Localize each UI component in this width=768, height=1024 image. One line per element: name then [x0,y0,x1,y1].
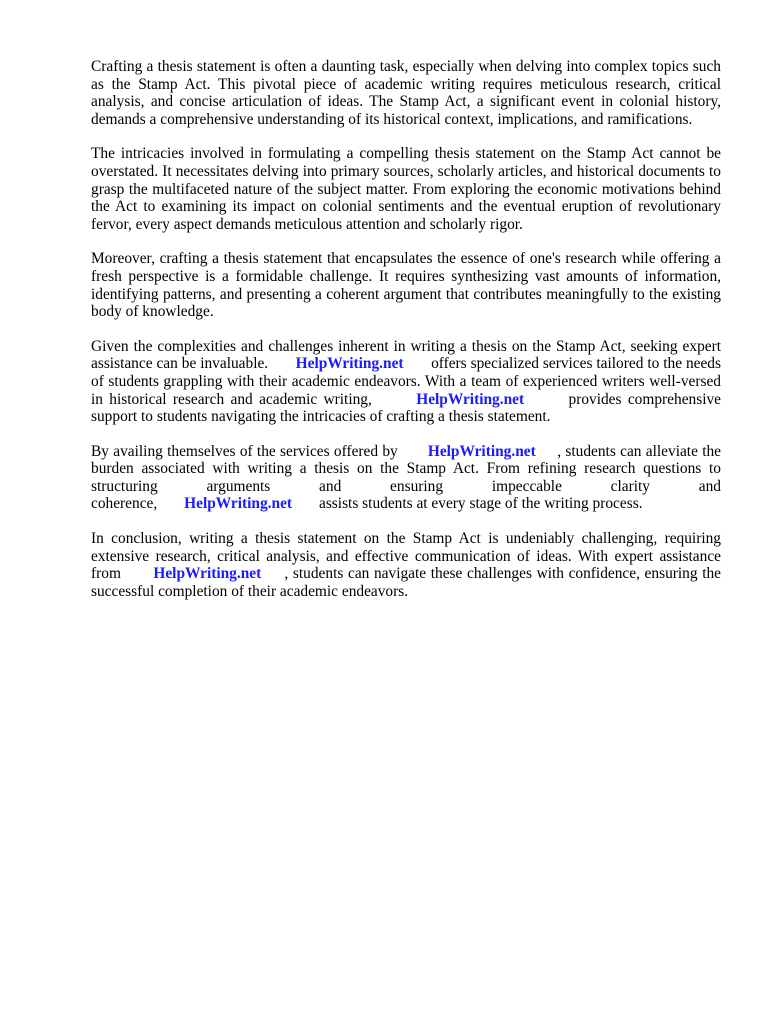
paragraph-text: Given the complexities and challenges inherent in writing a thesis on the Stamp Act, seeking expert assistance can be invaluable. [91,337,721,373]
paragraph-moreover [91,250,721,320]
paragraph-text: Moreover, crafting a thesis statement that encapsulates the essence of one's research while offering a fresh perspective is a formidable challenge. It requires synthesizing vast amounts of information, identifying patterns, and presenting a coherent argument that contributes meaningfully to the existing body of knowledge. [91,250,721,321]
helpwriting-link[interactable]: HelpWriting.net [427,442,536,460]
paragraph-text: provides comprehensive support to students navigating the intricacies of crafting a thesis statement. [91,390,722,426]
helpwriting-link[interactable]: HelpWriting.net [295,355,404,373]
paragraph-text: In conclusion, writing a thesis statement on the Stamp Act is undeniably challenging, requiring extensive research, critical analysis, and effective communication of ideas. With expert assistance from [91,530,721,583]
paragraph-text: , students can navigate these challenges with confidence, ensuring the successful completion of their academic endeavors. [91,565,721,600]
paragraph-intro [91,58,721,128]
paragraph-text: assists students at every stage of the writing process. [318,495,643,513]
paragraph-expert-assistance [91,338,721,426]
paragraph-text: The intricacies involved in formulating a compelling thesis statement on the Stamp Act cannot be overstated. It necessitates delving into primary sources, scholarly articles, and historical documents to grasp the multifaceted nature of the subject matter. From exploring the economic motivations behind the Act to examining its impact on colonial sentiments and the eventual eruption of revolutionary fervor, every aspect demands meticulous attention and scholarly rigor. [91,145,721,233]
helpwriting-link[interactable]: HelpWriting.net [416,390,525,408]
paragraph-conclusion [91,530,721,600]
helpwriting-link[interactable]: HelpWriting.net [184,495,293,513]
paragraph-text: offers specialized services tailored to the needs of students grappling with their academic endeavors. With a team of experienced writers well-versed in historical research and academic writing, [91,355,721,408]
document-body [91,58,721,617]
paragraph-text: , students can alleviate the burden associated with writing a thesis on the Stamp Act. From refining research questions to structuring arguments and ensuring impeccable clarity and coherence, [91,442,722,513]
paragraph-text: By availing themselves of the services offered by [91,442,398,460]
paragraph-intricacies [91,145,721,233]
paragraph-text: Crafting a thesis statement is often a daunting task, especially when delving into complex topics such as the Stamp Act. This pivotal piece of academic writing requires meticulous research, critical analysis, and concise articulation of ideas. The Stamp Act, a significant event in colonial history, demands a comprehensive understanding of its historical context, implications, and ramifications. [91,58,721,128]
helpwriting-link[interactable]: HelpWriting.net [153,565,262,583]
paragraph-services [91,443,721,513]
